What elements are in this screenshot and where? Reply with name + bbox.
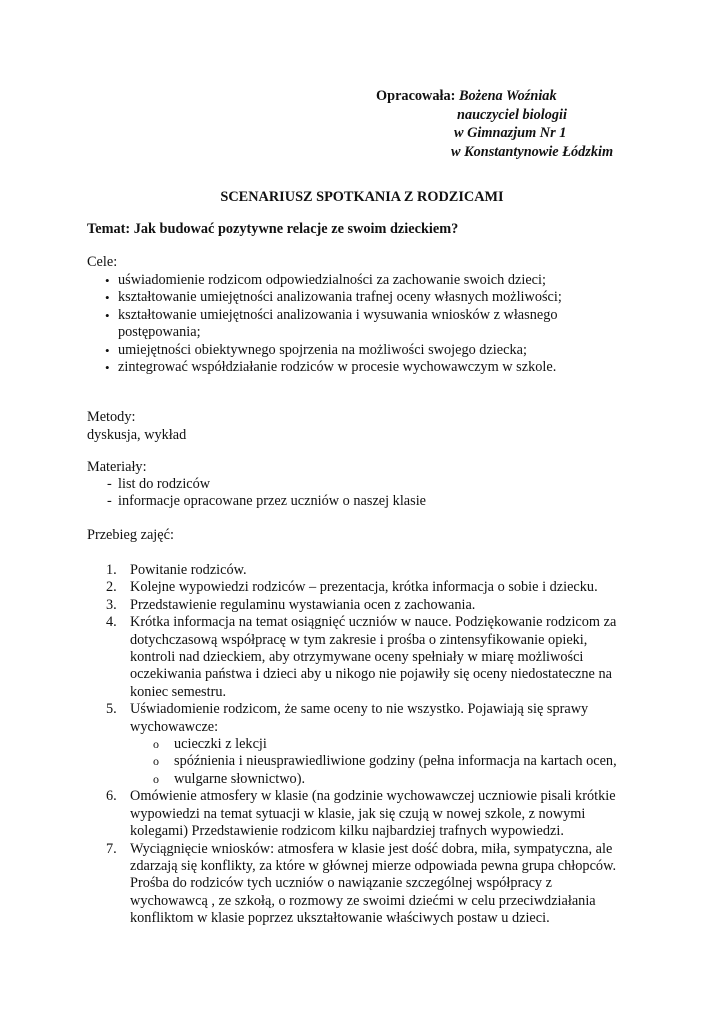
list-item: • uświadomienie rodzicom odpowiedzialności za zachowanie swoich dzieci; — [105, 272, 546, 288]
list-item: • kształtowanie umiejętności analizowania i wysuwania wniosków z własnego postępowania; — [105, 306, 558, 341]
circle-bullet: o — [153, 771, 159, 786]
step-item: 3. Przedstawienie regulaminu wystawiania ocen z zachowania. — [106, 596, 476, 613]
step-number: 7. — [106, 840, 117, 857]
bullet-marker: • — [105, 290, 110, 306]
step-number: 1. — [106, 562, 117, 578]
author-city: w Konstantynowie Łódzkim — [451, 143, 614, 160]
step-item: 1. Powitanie rodziców. — [106, 562, 247, 578]
author-name: Bożena Woźniak — [459, 88, 557, 104]
step-number: 2. — [106, 579, 117, 596]
list-item: - informacje opracowane przez uczniów o naszej klasie — [107, 493, 427, 510]
circle-bullet: o — [153, 737, 159, 752]
author-school: w Gimnazjum Nr 1 — [454, 125, 567, 141]
materials-label: Materiały: — [87, 459, 147, 475]
sub-item: o wulgarne słownictwo). — [153, 770, 306, 787]
author-block — [376, 87, 613, 161]
author-line — [376, 87, 613, 106]
bullet-marker: • — [105, 307, 110, 323]
step-item: 5. Uświadomienie rodzicom, że same oceny to nie wszystko. Pojawiają się sprawy wychowawcze: o ucieczki z lekcji o spóźnienia i nieusprawiedliwione godziny (pełna informacja na kartach ocen, o wulgarne słownictwo). — [87, 701, 632, 788]
step-item: 7. Wyciągnięcie wniosków: atmosfera w klasie jest dość dobra, miła, sympatyczna, ale zdarzają się konflikty, za które w głównej mierze odpowiada pewna grupa chłopców. Prośba do rodziców tych uczniów o nawiązanie szczególnej współpracy z wychowawcą , ze szkołą, o rozmowy ze swoimi dziećmi w celu przeciwdziałania konfliktom w klasie poprzez ukształtowanie właściwych postaw u dzieci. — [106, 840, 617, 927]
step-number: 5. — [106, 701, 117, 718]
sub-item: o ucieczki z lekcji — [153, 736, 267, 753]
document-title: SCENARIUSZ SPOTKANIA Z RODZICAMI — [220, 189, 504, 205]
goals-list — [87, 272, 607, 376]
step-item: 2. Kolejne wypowiedzi rodziców – prezentacja, krótka informacja o sobie i dziecku. — [106, 579, 598, 596]
materials-list — [87, 476, 607, 511]
dash-marker: - — [107, 476, 112, 492]
list-item: • umiejętności obiektywnego spojrzenia na możliwości swojego dziecka; — [105, 341, 527, 358]
course-steps — [87, 562, 632, 928]
sub-list — [130, 736, 632, 788]
methods-label: Metody: — [87, 409, 136, 425]
circle-bullet: o — [153, 754, 159, 769]
author-label: Opracowała: — [376, 88, 456, 104]
list-item: • zintegrować współdziałanie rodziców w procesie wychowawczym w szkole. — [105, 359, 557, 376]
topic-heading: Temat: Jak budować pozytywne relacje ze swoim dzieckiem? — [87, 221, 459, 237]
bullet-marker: • — [105, 360, 110, 376]
step-item: 6. Omówienie atmosfery w klasie (na godzinie wychowawczej uczniowie pisali krótkie wypowiedzi na temat sytuacji w klasie, jak się czują w nowej szkole, z nowymi kolegami) Przedstawienie rodzicom kilku najbardziej trafnych wypowiedzi. — [106, 788, 616, 840]
course-label: Przebieg zajęć: — [87, 527, 174, 543]
step-number: 3. — [106, 596, 117, 613]
list-item: - list do rodziców — [107, 476, 211, 492]
bullet-marker: • — [105, 342, 110, 358]
author-role: nauczyciel biologii — [457, 106, 567, 123]
step-number: 4. — [106, 614, 117, 631]
bullet-marker: • — [105, 273, 110, 288]
goals-label: Cele: — [87, 254, 118, 270]
methods-value: dyskusja, wykład — [87, 427, 187, 443]
step-number: 6. — [106, 788, 117, 805]
sub-item: o spóźnienia i nieusprawiedliwione godziny (pełna informacja na kartach ocen, — [153, 753, 617, 770]
list-item: • kształtowanie umiejętności analizowania trafnej oceny własnych możliwości; — [105, 289, 562, 306]
step-item: 4. Krótka informacja na temat osiągnięć uczniów w nauce. Podziękowanie rodzicom za dotychczasową współpracę w tym zakresie i prośba o zintensyfikowanie opieki, kontroli nad dzieckiem, aby otrzymywane oceny spełniały w miarę możliwości oczekiwania państwa i dzieci aby u nikogo nie pojawiły się oceny niedostateczne na koniec semestru. — [106, 614, 617, 700]
dash-marker: - — [107, 493, 112, 510]
